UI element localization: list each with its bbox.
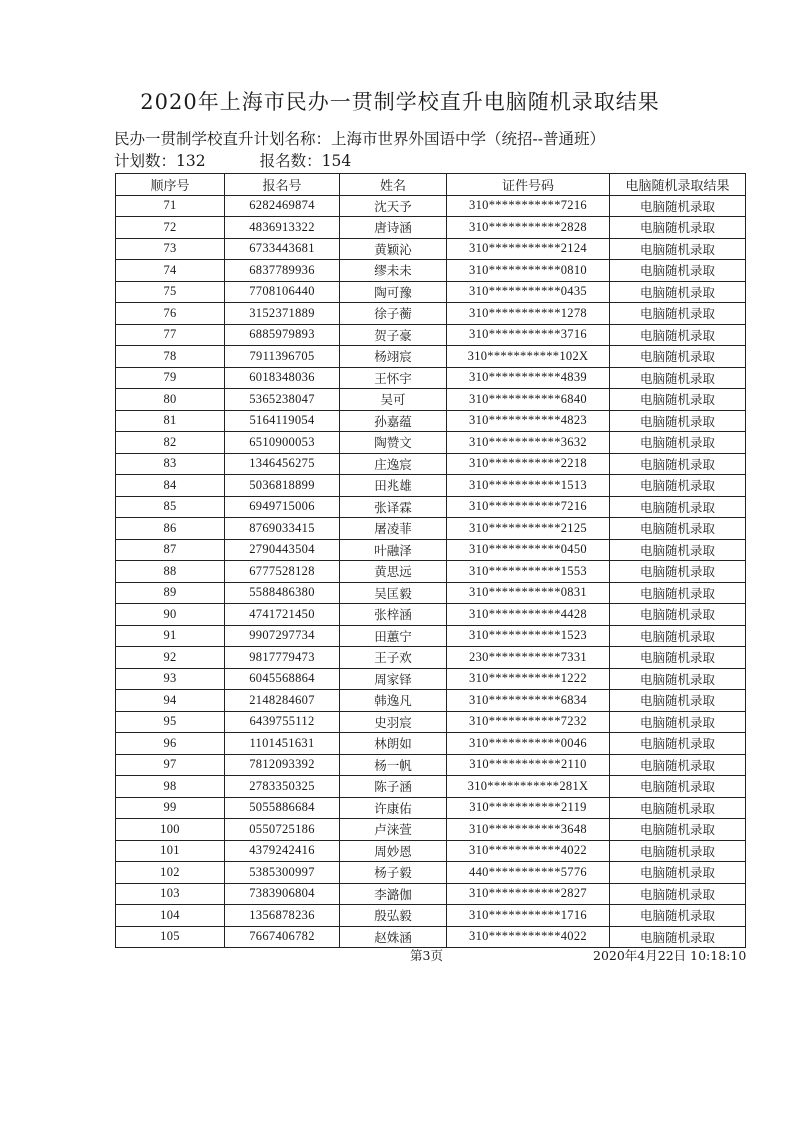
- cell-registration-number: 7911396705: [225, 346, 340, 368]
- cell-result: 电脑随机录取: [610, 518, 746, 540]
- table-row: [116, 883, 746, 905]
- cell-result: 电脑随机录取: [610, 561, 746, 583]
- cell-sequence-number: 74: [116, 260, 225, 282]
- cell-result: 电脑随机录取: [610, 776, 746, 798]
- cell-id-number: 310***********2827: [447, 883, 610, 905]
- cell-result: 电脑随机录取: [610, 453, 746, 475]
- cell-id-number: 310***********2218: [447, 453, 610, 475]
- cell-result: 电脑随机录取: [610, 582, 746, 604]
- cell-sequence-number: 82: [116, 432, 225, 454]
- cell-id-number: 310***********2828: [447, 217, 610, 239]
- cell-name: 唐诗涵: [340, 217, 447, 239]
- cell-sequence-number: 104: [116, 905, 225, 927]
- cell-id-number: 310***********1523: [447, 625, 610, 647]
- table-row: [116, 926, 746, 948]
- cell-id-number: 310***********4428: [447, 604, 610, 626]
- cell-name: 周妙恩: [340, 840, 447, 862]
- cell-sequence-number: 91: [116, 625, 225, 647]
- table-row: [116, 797, 746, 819]
- cell-registration-number: 7383906804: [225, 883, 340, 905]
- cell-registration-number: 7812093392: [225, 754, 340, 776]
- cell-sequence-number: 98: [116, 776, 225, 798]
- cell-sequence-number: 88: [116, 561, 225, 583]
- cell-name: 陶可豫: [340, 281, 447, 303]
- cell-sequence-number: 92: [116, 647, 225, 669]
- plan-counts: [114, 149, 351, 171]
- cell-name: 黄思远: [340, 561, 447, 583]
- plan-count: 计划数：132: [114, 152, 206, 170]
- cell-registration-number: 5164119054: [225, 410, 340, 432]
- cell-name: 徐子蘅: [340, 303, 447, 325]
- cell-result: 电脑随机录取: [610, 690, 746, 712]
- cell-id-number: 310***********0046: [447, 733, 610, 755]
- cell-registration-number: 9907297734: [225, 625, 340, 647]
- cell-sequence-number: 78: [116, 346, 225, 368]
- cell-registration-number: 6949715006: [225, 496, 340, 518]
- cell-registration-number: 6510900053: [225, 432, 340, 454]
- cell-registration-number: 1356878236: [225, 905, 340, 927]
- header-registration-number: 报名号: [225, 174, 340, 196]
- cell-id-number: 310***********1278: [447, 303, 610, 325]
- cell-result: 电脑随机录取: [610, 668, 746, 690]
- cell-result: 电脑随机录取: [610, 754, 746, 776]
- table-row: [116, 346, 746, 368]
- cell-id-number: 310***********2124: [447, 238, 610, 260]
- cell-result: 电脑随机录取: [610, 324, 746, 346]
- cell-result: 电脑随机录取: [610, 647, 746, 669]
- header-sequence-number: 顺序号: [116, 174, 225, 196]
- cell-sequence-number: 85: [116, 496, 225, 518]
- cell-name: 贺子豪: [340, 324, 447, 346]
- cell-registration-number: 2783350325: [225, 776, 340, 798]
- cell-id-number: 310***********7216: [447, 496, 610, 518]
- table-row: [116, 647, 746, 669]
- header-name: 姓名: [340, 174, 447, 196]
- cell-registration-number: 6045568864: [225, 668, 340, 690]
- cell-registration-number: 6837789936: [225, 260, 340, 282]
- cell-sequence-number: 94: [116, 690, 225, 712]
- cell-sequence-number: 81: [116, 410, 225, 432]
- cell-sequence-number: 77: [116, 324, 225, 346]
- cell-name: 卢涞萱: [340, 819, 447, 841]
- cell-name: 田兆雄: [340, 475, 447, 497]
- cell-result: 电脑随机录取: [610, 905, 746, 927]
- table-body: [116, 195, 746, 948]
- cell-name: 王子欢: [340, 647, 447, 669]
- cell-registration-number: 5385300997: [225, 862, 340, 884]
- cell-name: 黄颖沁: [340, 238, 447, 260]
- cell-registration-number: 1101451631: [225, 733, 340, 755]
- cell-sequence-number: 86: [116, 518, 225, 540]
- table-row: [116, 819, 746, 841]
- cell-id-number: 310***********0810: [447, 260, 610, 282]
- cell-name: 韩逸凡: [340, 690, 447, 712]
- cell-id-number: 310***********1553: [447, 561, 610, 583]
- cell-registration-number: 5365238047: [225, 389, 340, 411]
- cell-sequence-number: 71: [116, 195, 225, 217]
- print-timestamp: 2020年4月22日 10:18:10: [593, 948, 747, 963]
- table-row: [116, 776, 746, 798]
- table-row: [116, 561, 746, 583]
- table-row: [116, 195, 746, 217]
- cell-registration-number: 4741721450: [225, 604, 340, 626]
- cell-sequence-number: 72: [116, 217, 225, 239]
- table-row: [116, 238, 746, 260]
- cell-id-number: 310***********6834: [447, 690, 610, 712]
- cell-name: 许康佑: [340, 797, 447, 819]
- cell-id-number: 310***********0435: [447, 281, 610, 303]
- cell-name: 田蕙宁: [340, 625, 447, 647]
- cell-result: 电脑随机录取: [610, 410, 746, 432]
- cell-sequence-number: 84: [116, 475, 225, 497]
- table-row: [116, 281, 746, 303]
- cell-sequence-number: 90: [116, 604, 225, 626]
- cell-name: 杨翊宸: [340, 346, 447, 368]
- cell-sequence-number: 101: [116, 840, 225, 862]
- cell-sequence-number: 80: [116, 389, 225, 411]
- cell-registration-number: 8769033415: [225, 518, 340, 540]
- cell-name: 屠凌菲: [340, 518, 447, 540]
- table-row: [116, 840, 746, 862]
- page-title: 2020年上海市民办一贯制学校直升电脑随机录取结果: [140, 90, 660, 114]
- table-row: [116, 625, 746, 647]
- plan-name: 民办一贯制学校直升计划名称：上海市世界外国语中学（统招--普通班）: [114, 130, 605, 148]
- cell-name: 杨子毅: [340, 862, 447, 884]
- cell-name: 张译霖: [340, 496, 447, 518]
- applicant-count: 报名数：154: [259, 152, 352, 170]
- cell-result: 电脑随机录取: [610, 797, 746, 819]
- table-row: [116, 518, 746, 540]
- table-row: [116, 604, 746, 626]
- cell-registration-number: 5588486380: [225, 582, 340, 604]
- cell-result: 电脑随机录取: [610, 260, 746, 282]
- cell-name: 吴可: [340, 389, 447, 411]
- table-row: [116, 367, 746, 389]
- cell-sequence-number: 99: [116, 797, 225, 819]
- table-row: [116, 539, 746, 561]
- cell-result: 电脑随机录取: [610, 496, 746, 518]
- cell-registration-number: 6733443681: [225, 238, 340, 260]
- header-result: 电脑随机录取结果: [610, 174, 746, 196]
- cell-id-number: 310***********281X: [447, 776, 610, 798]
- cell-sequence-number: 100: [116, 819, 225, 841]
- cell-registration-number: 6282469874: [225, 195, 340, 217]
- cell-registration-number: 7667406782: [225, 926, 340, 948]
- cell-id-number: 310***********2125: [447, 518, 610, 540]
- cell-sequence-number: 87: [116, 539, 225, 561]
- cell-sequence-number: 96: [116, 733, 225, 755]
- cell-name: 杨一帆: [340, 754, 447, 776]
- table-row: [116, 453, 746, 475]
- cell-result: 电脑随机录取: [610, 238, 746, 260]
- table-header-row: [116, 174, 746, 196]
- cell-name: 殷弘毅: [340, 905, 447, 927]
- table-row: [116, 711, 746, 733]
- page-number: 第3页: [410, 948, 443, 963]
- cell-sequence-number: 89: [116, 582, 225, 604]
- cell-id-number: 310***********4839: [447, 367, 610, 389]
- cell-result: 电脑随机录取: [610, 604, 746, 626]
- table-row: [116, 668, 746, 690]
- cell-result: 电脑随机录取: [610, 926, 746, 948]
- cell-sequence-number: 105: [116, 926, 225, 948]
- cell-name: 林朗如: [340, 733, 447, 755]
- table-row: [116, 324, 746, 346]
- cell-sequence-number: 75: [116, 281, 225, 303]
- cell-result: 电脑随机录取: [610, 733, 746, 755]
- cell-name: 吴匡毅: [340, 582, 447, 604]
- cell-registration-number: 7708106440: [225, 281, 340, 303]
- cell-id-number: 310***********7216: [447, 195, 610, 217]
- cell-registration-number: 5055886684: [225, 797, 340, 819]
- cell-id-number: 310***********2119: [447, 797, 610, 819]
- cell-id-number: 310***********4823: [447, 410, 610, 432]
- cell-sequence-number: 97: [116, 754, 225, 776]
- cell-id-number: 310***********4022: [447, 840, 610, 862]
- cell-id-number: 310***********102X: [447, 346, 610, 368]
- cell-name: 赵姝涵: [340, 926, 447, 948]
- cell-result: 电脑随机录取: [610, 217, 746, 239]
- cell-name: 孙嘉蕴: [340, 410, 447, 432]
- table-row: [116, 389, 746, 411]
- table-row: [116, 862, 746, 884]
- cell-registration-number: 5036818899: [225, 475, 340, 497]
- table-row: [116, 475, 746, 497]
- cell-id-number: 310***********6840: [447, 389, 610, 411]
- cell-name: 周家铎: [340, 668, 447, 690]
- cell-name: 陶赞文: [340, 432, 447, 454]
- cell-result: 电脑随机录取: [610, 432, 746, 454]
- cell-sequence-number: 93: [116, 668, 225, 690]
- table-row: [116, 410, 746, 432]
- cell-name: 庄逸宸: [340, 453, 447, 475]
- cell-result: 电脑随机录取: [610, 711, 746, 733]
- table-row: [116, 432, 746, 454]
- cell-name: 陈子涵: [340, 776, 447, 798]
- cell-registration-number: 4836913322: [225, 217, 340, 239]
- cell-sequence-number: 79: [116, 367, 225, 389]
- table-row: [116, 303, 746, 325]
- cell-id-number: 310***********3716: [447, 324, 610, 346]
- cell-result: 电脑随机录取: [610, 840, 746, 862]
- cell-id-number: 310***********7232: [447, 711, 610, 733]
- cell-sequence-number: 76: [116, 303, 225, 325]
- cell-id-number: 310***********3648: [447, 819, 610, 841]
- cell-name: 沈天予: [340, 195, 447, 217]
- table-row: [116, 690, 746, 712]
- cell-result: 电脑随机录取: [610, 346, 746, 368]
- table-row: [116, 733, 746, 755]
- cell-result: 电脑随机录取: [610, 819, 746, 841]
- cell-result: 电脑随机录取: [610, 367, 746, 389]
- cell-registration-number: 3152371889: [225, 303, 340, 325]
- table-row: [116, 905, 746, 927]
- cell-registration-number: 1346456275: [225, 453, 340, 475]
- cell-id-number: 230***********7331: [447, 647, 610, 669]
- cell-id-number: 310***********0450: [447, 539, 610, 561]
- cell-id-number: 310***********0831: [447, 582, 610, 604]
- admission-results-table: [115, 173, 746, 948]
- cell-sequence-number: 73: [116, 238, 225, 260]
- cell-registration-number: 6439755112: [225, 711, 340, 733]
- cell-registration-number: 2148284607: [225, 690, 340, 712]
- cell-result: 电脑随机录取: [610, 862, 746, 884]
- cell-sequence-number: 83: [116, 453, 225, 475]
- cell-registration-number: 6885979893: [225, 324, 340, 346]
- cell-registration-number: 6018348036: [225, 367, 340, 389]
- cell-registration-number: 9817779473: [225, 647, 340, 669]
- cell-result: 电脑随机录取: [610, 281, 746, 303]
- cell-result: 电脑随机录取: [610, 883, 746, 905]
- cell-sequence-number: 102: [116, 862, 225, 884]
- cell-result: 电脑随机录取: [610, 303, 746, 325]
- table-row: [116, 754, 746, 776]
- cell-result: 电脑随机录取: [610, 475, 746, 497]
- table-row: [116, 217, 746, 239]
- table-row: [116, 260, 746, 282]
- cell-registration-number: 0550725186: [225, 819, 340, 841]
- cell-id-number: 310***********1716: [447, 905, 610, 927]
- cell-name: 王怀宇: [340, 367, 447, 389]
- cell-id-number: 310***********4022: [447, 926, 610, 948]
- cell-id-number: 310***********1513: [447, 475, 610, 497]
- cell-id-number: 310***********1222: [447, 668, 610, 690]
- cell-registration-number: 2790443504: [225, 539, 340, 561]
- header-id-number: 证件号码: [447, 174, 610, 196]
- cell-registration-number: 4379242416: [225, 840, 340, 862]
- cell-sequence-number: 95: [116, 711, 225, 733]
- cell-id-number: 440***********5776: [447, 862, 610, 884]
- cell-sequence-number: 103: [116, 883, 225, 905]
- table-row: [116, 496, 746, 518]
- cell-id-number: 310***********3632: [447, 432, 610, 454]
- cell-name: 史羽宸: [340, 711, 447, 733]
- cell-name: 李潞伽: [340, 883, 447, 905]
- cell-result: 电脑随机录取: [610, 539, 746, 561]
- cell-registration-number: 6777528128: [225, 561, 340, 583]
- cell-name: 缪未未: [340, 260, 447, 282]
- cell-result: 电脑随机录取: [610, 625, 746, 647]
- cell-name: 叶融泽: [340, 539, 447, 561]
- cell-id-number: 310***********2110: [447, 754, 610, 776]
- cell-result: 电脑随机录取: [610, 195, 746, 217]
- cell-result: 电脑随机录取: [610, 389, 746, 411]
- cell-name: 张梓涵: [340, 604, 447, 626]
- table-row: [116, 582, 746, 604]
